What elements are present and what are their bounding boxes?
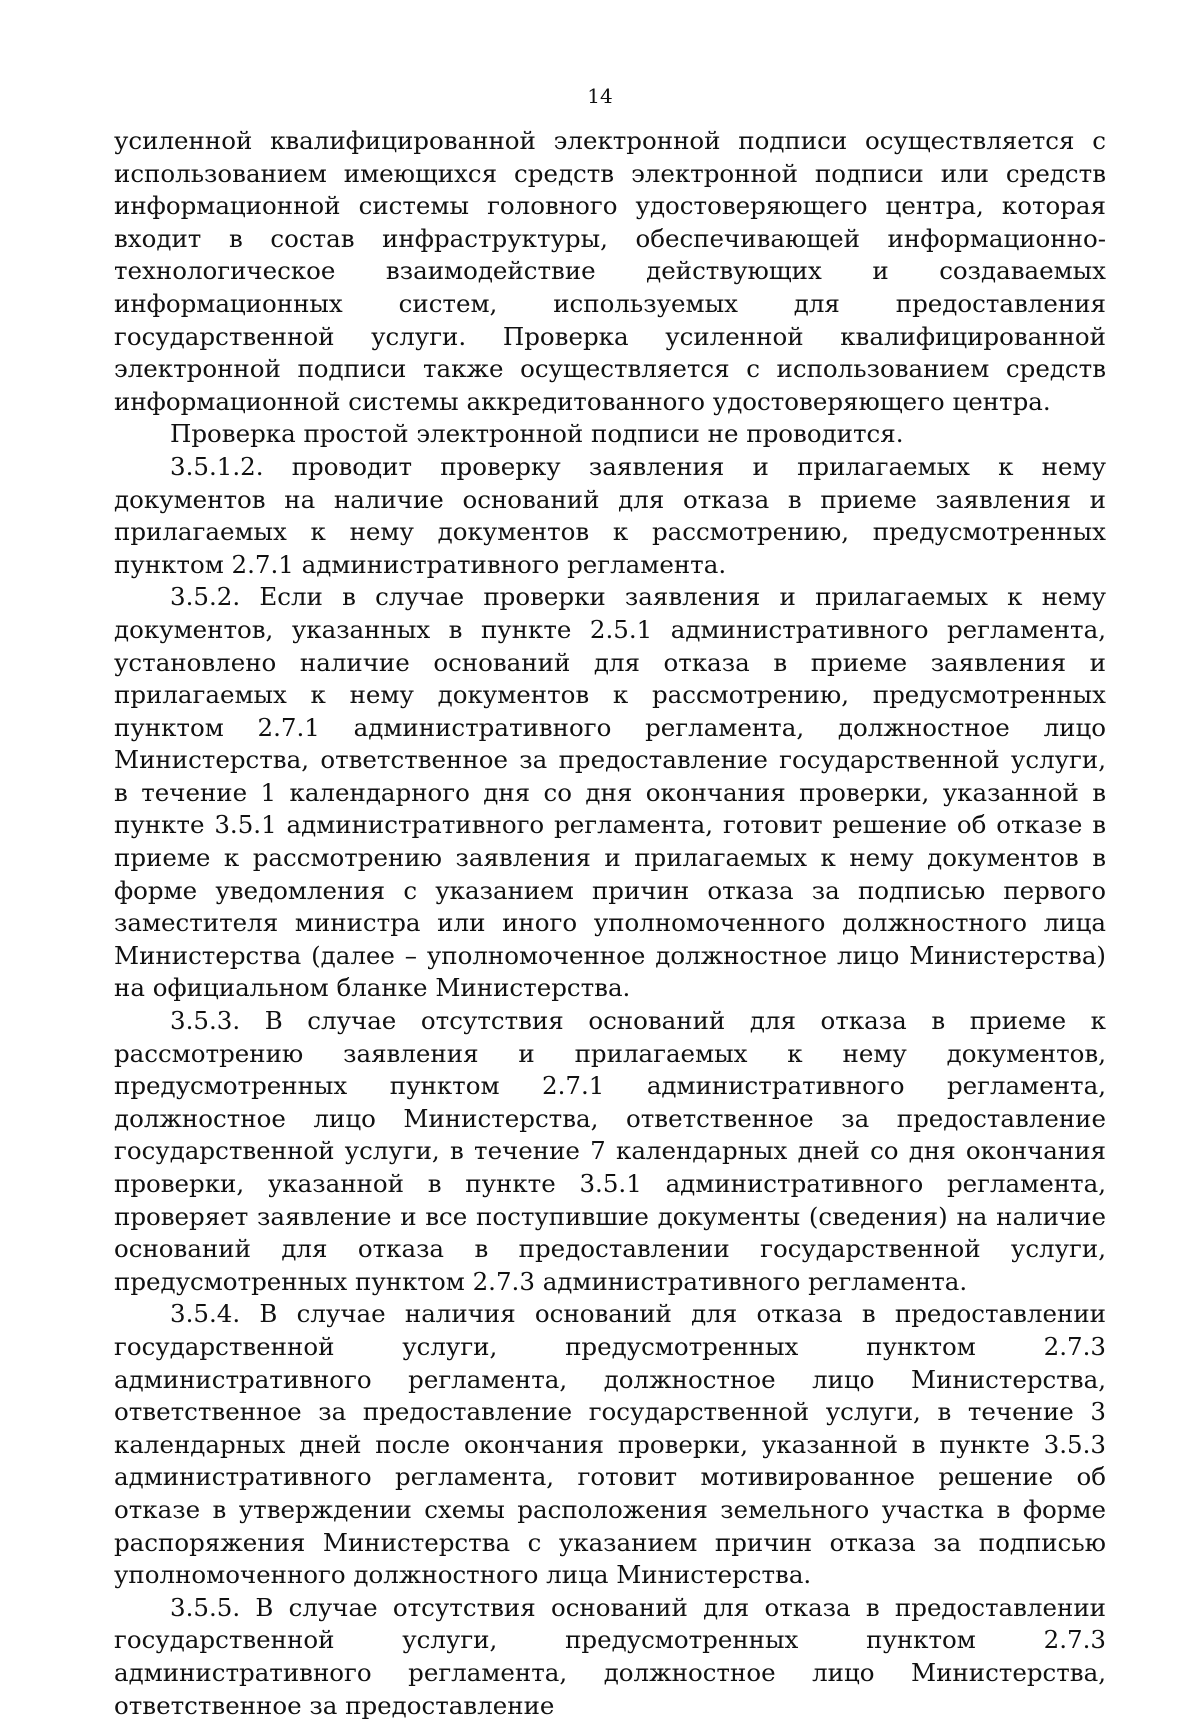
paragraph-3-5-1-2: 3.5.1.2. проводит проверку заявления и прилагаемых к нему документов на наличие оснований для отказа в приеме заявления и прилагаемых к нему документов к рассмотрению, предусмотренных пунктом 2.7.1 административного регламента. [114, 451, 1106, 579]
page-number: 14 [587, 84, 613, 108]
paragraph-simple-signature: Проверка простой электронной подписи не проводится. [170, 419, 904, 449]
paragraph-3-5-4: 3.5.4. В случае наличия оснований для отказа в предоставлении государственной услуги, предусмотренных пунктом 2.7.3 административного регламента, должностное лицо Министерства, ответственное за предоставление государственной услуги, в течение 3 календарных дней после окончания проверки, указанной в пункте 3.5.3 административного регламента, готовит мотивированное решение об отказе в утверждении схемы расположения земельного участка в форме распоряжения Министерства с указанием причин отказа за подписью уполномоченного должностного лица Министерства. [114, 1299, 1106, 1590]
paragraph-3-5-5: 3.5.5. В случае отсутствия оснований для отказа в предоставлении государственной услуги, предусмотренных пунктом 2.7.3 административного регламента, должностное лицо Министерства, ответственное за предоставление [114, 1592, 1106, 1720]
document-body [114, 125, 1106, 1722]
paragraph-3-5-3: 3.5.3. В случае отсутствия оснований для отказа в приеме к рассмотрению заявления и прилагаемых к нему документов, предусмотренных пунктом 2.7.1 административного регламента, должностное лицо Министерства, ответственное за предоставление государственной услуги, в течение 7 календарных дней со дня окончания проверки, указанной в пункте 3.5.1 административного регламента, проверяет заявление и все поступившие документы (сведения) на наличие оснований для отказа в предоставлении государственной услуги, предусмотренных пунктом 2.7.3 административного регламента. [114, 1006, 1106, 1296]
paragraph-continuation: усиленной квалифицированной электронной подписи осуществляется с использованием имеющихся средств электронной подписи или средств информационной системы головного удостоверяющего центра, которая входит в состав инфраструктуры, обеспечивающей информационно-технологическое взаимодействие действующих и создаваемых информационных систем, используемых для предоставления государственной услуги. Проверка усиленной квалифицированной электронной подписи также осуществляется с использованием средств информационной системы аккредитованного удостоверяющего центра. [114, 126, 1106, 416]
paragraph-3-5-2: 3.5.2. Если в случае проверки заявления и прилагаемых к нему документов, указанных в пункте 2.5.1 административного регламента, установлено наличие оснований для отказа в приеме заявления и прилагаемых к нему документов к рассмотрению, предусмотренных пунктом 2.7.1 административного регламента, должностное лицо Министерства, ответственное за предоставление государственной услуги, в течение 1 календарного дня со дня окончания проверки, указанной в пункте 3.5.1 административного регламента, готовит решение об отказе в приеме к рассмотрению заявления и прилагаемых к нему документов в форме уведомления с указанием причин отказа за подписью первого заместителя министра или иного уполномоченного должностного лица Министерства (далее – уполномоченное должностное лицо Министерства) на официальном бланке Министерства. [114, 582, 1106, 1003]
